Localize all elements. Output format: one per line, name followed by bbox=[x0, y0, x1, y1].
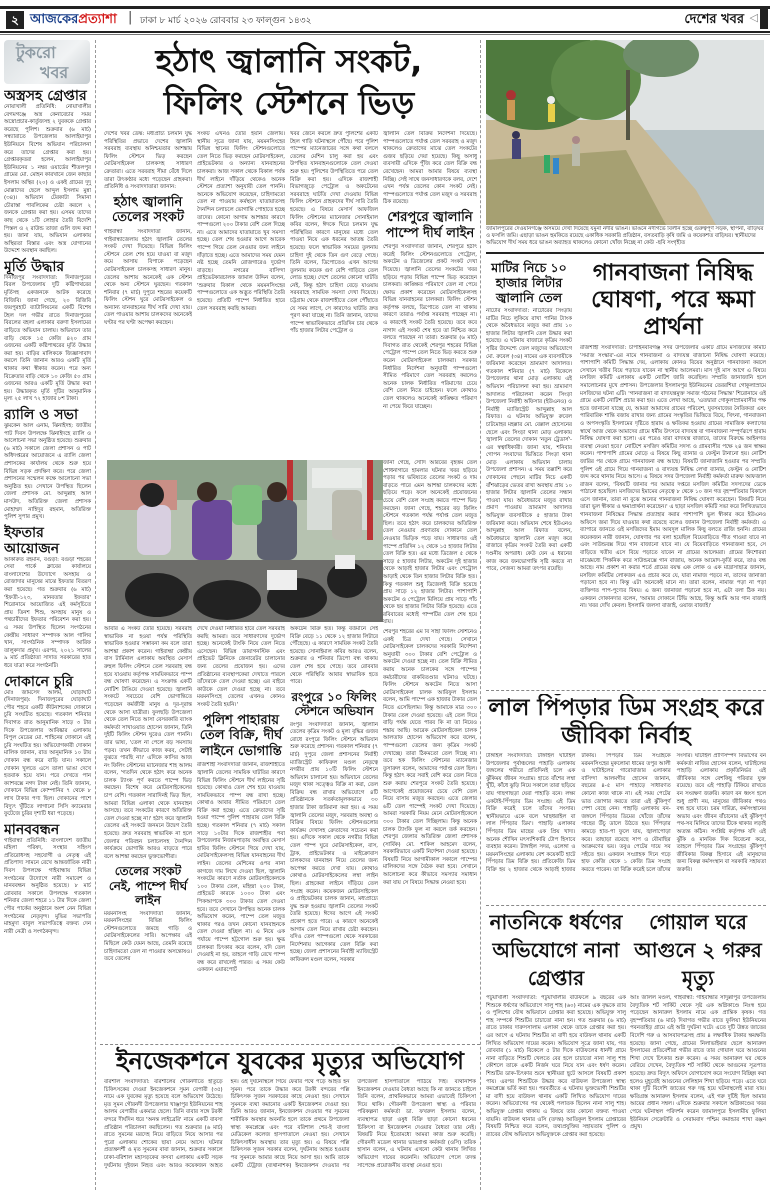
lead-col2 bbox=[197, 131, 285, 458]
ganbajna-headline[interactable]: গানবাজনা নিষিদ্ধ ঘোষণা, পরে ক্ষমা প্রার্থনা bbox=[591, 260, 755, 340]
column-divider bbox=[480, 40, 481, 1190]
brief-body: গাইবান্ধা প্রতিনিধি: বাংলাদেশ জাতীয় মহিলা পরিষদ, সংস্থার সহিংস প্রতিরোধসহ সহযোগী ও নেতৃত্ব এই প্রতিপাদ্য সামনে রেখে আন্তর্জাতিক নারী দিবস উপলক্ষে গাইবান্ধায় বিভিন্ন সংগঠনের উদ্যোগে নারী সমাবেশ ও মানববন্ধন অনুষ্ঠিত হয়েছে। ৮ মার্চ রোববার সকালে উপলক্ষে গতকাল শনিবার জেলা শহরে ১১ টার দিকে জেলা পৌর পার্কের অনুষ্ঠানে অংশ নেন বিভিন্ন সংগঠনের নেতৃবৃন্দ। মুভির সভাপতি মাহমুদা বাবুল সভাপতিত্বে বক্তব্য দেন নারী নেত্রী ও সংগঠকবৃন্দ। bbox=[4, 837, 91, 935]
rangpur-body: রংপুর সংবাদদাতা জানান, জ্বালানি তেলের কৃত্রিম সংকট ও মূল্য বৃদ্ধির গুজব রোধে রংপুরে ফিলিং স্টেশনে অভিযান শুরু করেছে প্রশাসন। গতকাল শনিবার (৭ মার্চ) দুপুরে জেলা প্রশাসনের নির্বাহী ম্যাজিস্ট্রেট কাফিরুল মণ্ডল নেতৃত্বে নগরীর প্রায় ১০টি ফিলিং স্টেশনে অভিযান চালানো হয়। অভিযানে তেলের মজুদ থাকা সত্ত্বেও বিক্রি না করা, তেল বিক্রিয় বন্ধ রাখার অভিযোগে ৪টি প্রতিষ্ঠানকে সতর্কতামূলকভাবে ৩০ হাজার টাকা জরিমানা করা হয়। এ সময় জ্বালানি তেলের মজুদ, সরবরাহ অবস্থা ও বিক্রির বিষয়ে ফিলিং স্টেশনগুলোর কার্যক্রম দেখাসহ ক্রেতাদের সচেতন করা হয়। এদিকে সকাল থেকে নগরীর বিভিন্ন তেল পাম্প ঘুরে মোটরসাইকেল, বাস, ট্রাক, প্রাইভেটকার ও মাইক্রোবাস চালকদের যানবাহন নিয়ে তেলের জন্য অপেক্ষা করতে দেখা যায়। কোথাও কোথাও মোটরসাইকেলের লম্বা লাইন ছিল। গ্রাহকেরা লাইনে দাঁড়িয়ে তেল সংগ্রহ করেন। কয়েকজন মোটরসাইকেল ও প্রাইভেটকার চালক জানান, মধ্যপ্রাচ্যে যুদ্ধ শুরু হওয়ায় জ্বালানি তেলের সংকট তৈরি হয়েছে। ঈদের আগে এই সংকট প্রকোপ হতে পারে। এ কারণে অনেকেই আগাম তেল নিয়ে রাখার চেষ্টা করছেন। যদিও তেল পাম্পগুলো থেকে সরকারের নির্দেশনায় আগেকার তেল বিক্রি করা হচ্ছে। জেলা প্রশাসনের নির্বাহী ম্যাজিস্ট্রেট কাফিরুল মণ্ডল বলেন, সরকার bbox=[290, 721, 378, 963]
lead-col2-text bbox=[197, 131, 285, 458]
sidebar-tukro-khobor bbox=[4, 40, 96, 1190]
rajshahi-body: রাজশাহী সংবাদদাতা জানান, রাজশাহীতে জ্বালানি তেলের সাময়িক ঘাটতির কারণে বিভিন্ন ফিলিং স্টেশনে দীর্ঘ লাইনের সৃষ্টি হয়েছে। কোথাও তেল শেষ হয়ে যাওয়ায় সাময়িকভাবে পাম্প বন্ধ রাখা হচ্ছে। কোথাও আবার সীমিত পরিমাণে তেল বিক্রি করা হচ্ছে। এতে ক্রেতাদের সৃষ্টি হওয়া পাম্পে পুলিশ পাহারায় তেল বিক্রি হচ্ছে। গতকাল শনিবার (৭ মার্চ) সকাল সাড়ে ১০টার দিকে রাজশাহীর পবা উপজেলার নিজামপাড়ায় অবস্থিত মেসার্স হাবিব ফিলিং স্টেশনে গিয়ে দেখা যায়, মোটরসাইকেলসহ বিভিন্ন যানবাহনের দীর্ঘ লাইন। তেলের মেশিনের ওপর নানা কাগজে দাম লিখে দেওয়া ছিল, জ্বালানি সংকটের কারণে নর্তাক মোটরসাইকেলকে ১০০ টাকার তেল, মহিন্দ্রা ২০০ টাকা, প্রাইভেট কারকে ১০০০ টাকা এবং পিকআপকে ৩০০ টাকার তেল দেওয়া হবে। তবে সেখানে উপস্থিত অনেক চালক অভিযোগ করেন, পাম্পে তেল মজুত থাকার পরও তখন কোনো যানবাহনকে তেল দেওয়া হচ্ছিল না। এ নিয়ে এক পর্যায়ে পাম্পে হট্টগোল শুরু হয়। ক্ষুব্ধ চালকরা চিৎকার করে বলেন, যদি তেল দেওয়াই না হয়, তাহলে গাড়ি রেখে পাম্প বন্ধ করে রাখলেই পারত। এ সময় কেউ একজন এয়ারপোর্ট bbox=[197, 762, 285, 974]
subhead-rangpur[interactable]: রংপুরে ১০ ফিলিং স্টেশনে অভিযান bbox=[291, 689, 377, 719]
subhead-sherpur[interactable]: শেরপুরে জ্বালানি পাম্পে দীর্ঘ লাইন bbox=[385, 209, 475, 241]
mymensingh-body: ময়মনসিংহ সংবাদদাতা জানান, ময়মনসিংহের বিভিন্ন ফিলিং স্টেশনগুলোতে জমছে গাড়ি ও মোটরসাইকেলের সারি। অপেক্ষার এই মিছিলে কেউ যেমন আছে, তেমনি রয়েছে চাহিদামতো তেল না পাওয়ার অসন্তোষও। তবে তেলের bbox=[104, 910, 192, 963]
lead-col4-intro: জ্বালানি তেল বিক্রির নির্দেশনা দিয়েছে। পাম্পগুলোতে পর্যাপ্ত তেল সরবরাহ ও মজুদ থাকলেও ক্রেতাদের মাঝে তেল সংকটের গুজব ছড়িয়ে দেয়া হয়েছে। কিছু অসাধু ব্যবসায়ী এদিকে পুঁজি করে তেল বিক্রি বন্ধ রেখেছেন। আমরা আমার বিষয়ে ব্যবস্থা নিচ্ছি। সেই সাথে জনসাধারণকে বলব, দেশে এখন পর্যন্ত তেলের কোন সংকট নেই। পাম্পগুলোতে পর্যাপ্ত তেল মজুদ ও সরবরাহ ঠিক রয়েছে। bbox=[383, 131, 477, 206]
lead-col2-cont: কোনো আগাম আশঙ্কার কারণে পাম্পগুলো ২০০ টাকার বেশি তেল দিচ্ছে না। এতে আমাদের যাতায়াতে খুব সমস্যা হচ্ছে। তেল শেষ হওয়ার আগে আরেক পাম্পে গিয়ে তেল নেওয়ার জন্য লাইনে দাঁড়াতে হচ্ছে। এতে আমাদের সময় যেমন নষ্ট হচ্ছে তেমনি রোজগারেও দুর্ভোগ বাড়ছে। নগরের বাসিন্দা প্রাইভেটকারচালক জামাল উদ্দিন বলেন, 'শুক্রবার বিকাল থেকে ময়মনসিংহের পাম্পগুলোতে এক অদ্ভুত পরিস্থিতি তৈরি হয়েছে। প্রতিটি পাম্পে নির্ধারিত হারে তেল সরবরাহ করছি আমরা। bbox=[197, 214, 285, 312]
lead-headline-line1: হঠাৎ জ্বালানি সংকট, bbox=[155, 42, 423, 80]
goyal-body: আঃ জলিল মণ্ডল, গাইবান্ধা: গাইবান্ধার সাদুল্লাপুর উপজেলায় বৈদ্যুতিক শর্ট সার্কিট থেকে সৃষ্ট এক অগ্নিকাণ্ডে নিঃস্ব হয়ে পড়েছেন আনারুল ইসলাম নামে এক প্রান্তিক কৃষক। গত বৃহস্পতিবার (৬ মার্চ) দিবাগত গভীর রাতে ফুলিয়া ইউনিয়নের পবনতাইড় গ্রামে এই অগ্নি দুর্ঘটনা ঘটে। এতে দুটি উন্নত জাতের বিদেশি গরু ও আসবাবপত্রসহ প্রায় ৪ লক্ষাধিক টাকার ক্ষয়ক্ষতি হয়েছে। জানা গেছে, গ্রামের নিলাভাইয়ার ছেলে আনারুল ইসলামের প্রতিবেশীরা গভীর রাতে তার গোয়াল ঘরে আগুনের শিখা দেখে চিৎকার শুরু করেন। এ সময় আনারুল ঘর থেকে বেরিয়ে দেখেন, বৈদ্যুতিক শর্ট সার্কিট থেকে আগুনের সূত্রপাত হয়েছে। দ্রুত বিদ্যুৎ অফিসে যোগাযোগ করে সংযোগ বিচ্ছিন্ন করা হলেও মুহূর্তেই আগুনের লেলিহান শিখা ছড়িয়ে পড়ে। এতে ঘরে থাকা দুটি বিদেশি জাতের গরু দগ্ধ হয়ে ঘটনাস্থলেই মারা যায়। ক্ষতিগ্রস্ত আনারুল ইসলাম বলেন, এই গরু দুটিই ছিল আমার আয়ের প্রধান সম্বল। এদিকে শুক্রবার সকালে অগ্নিকাণ্ডের খবর পেয়ে ঘটনাস্থল পরিদর্শন করেন জামালপুরে ইসলামীয় ফুলিয়া ইউনিয়ন সেক্রেটারি ও সেরামবাদ পশ্চিম কমান্ডার শাখা রঞ্জন প্রমুখ। bbox=[630, 995, 766, 1131]
injection-headline[interactable]: ইনজেকশনে যুবকের মৃত্যুর অভিযোগ bbox=[116, 1047, 464, 1075]
lower-col2 bbox=[197, 626, 285, 1040]
sherpur-body: শেরপুর সংবাদদাতা জানান, শেরপুরে হঠাৎ করেই ফিলিং স্টেশনগুলোতে পেট্রোল, অকটেন ও ডিজেলের প্রকট সংকট দেখা দিয়েছে। জ্বালানি তেলের সংকটের খবর ছড়িয়ে পড়ায় বিভিন্ন পাম্পে ভিড় করেছেন চালকরা। কাঙ্ক্ষিত পরিমাণে তেল না পেয়ে ক্ষোভ প্রকাশ করেছেন মোটরসাইকেলসহ বিভিন্ন যানবাহনের চালকরা। ফিলিং স্টেশন কর্তৃপক্ষ বলছে, ডিপোতে তেল না থাকায় কারণে তারাও পর্যাপ্ত সরবরাহ পাচ্ছেন না। এ কারণেই সংকট তৈরি হয়েছে। তবে কবে নাগাদ এই সংকট শেষ হবে তা নিশ্চিত করে বলতে পারছেন না তারা। শুক্রবার (৬ মার্চ) দিবাগত রাত থেকেই শেরপুর শহরের বিভিন্ন পেট্রোল পাম্পে তেল নিতে ভিড় করতে শুরু করেন মোটরসাইকেল চালকরা। সরকার নির্ধারিত নির্দেশনা অনুযায়ী পাম্পগুলো সীমিত পরিমাণে তেল সরবরাহ করলেও অনেক চালক নির্ধারিত পরিমাণের চেয়ে বেশি তেল নিতে চাইছেন। ফলে কোথাও তেল থাকলেও অনেকেই কাঙ্ক্ষিত পরিমাণ না পেয়ে ফিরে যাচ্ছেন। bbox=[383, 244, 477, 410]
lal-pipra-headline[interactable]: লাল পিঁপড়ার ডিম সংগ্রহ করে জীবিকা নির্বাহ bbox=[488, 695, 764, 749]
banner-line1: টুকরো bbox=[16, 43, 56, 62]
brief-title: অস্ত্রসহ গ্রেপ্তার bbox=[4, 88, 87, 104]
divider bbox=[100, 1044, 480, 1045]
lead-headline-line2: ফিলিং স্টেশনে ভিড় bbox=[163, 84, 415, 122]
lower-col4 bbox=[383, 460, 477, 1040]
subhead-gaibandha[interactable]: হঠাৎ জ্বালানি তেলের সংকট bbox=[112, 194, 184, 226]
lead-col3-text bbox=[290, 131, 378, 458]
natni-column bbox=[486, 908, 626, 1190]
mid-col2b: দেখে দেওয়া নির্ধারিত হারে তেল সরবরাহ করছি আমরা। তবে সাধারণদের দুর্ভোগ হচ্ছে। অনেকেই টাংকি নিয়ে তেল নিতে এসেছেন। বিভিন্ন ডায়াগনস্টিক এবং প্রাইভেট ক্লিনিকে জেনারেটর চালানোর জন্য তেলের প্রয়োজন হয়। এদের প্রতিষ্ঠানের ব্যবস্থাপকেরা দেখাতে পারলে তাঁদেরকে তেল দেওয়া হচ্ছে। এর বাইরে কাউকে তেল দেওয়া হচ্ছে না। তবে ময়মনসিংহে তেলের এখনও কোনও সংকট তৈরি হয়নি।' bbox=[197, 626, 285, 708]
brief-body: আকারুত রহমান, বগুড়া: বগুড়া শহরের সেবা পার্কে ক্লাবের কার্যালয়ে বাংলাদেশের উদ্যোগে অসহায় ও রোজাদার মানুষের মাঝে ইফতার বিতরণ করা হয়েছে। গত শুক্রবার (৬ মার্চ) 'ইফতী-১২৩, মানবতার ইফতার' শিরোনামে আয়োজিত এই কর্মসূচিতে প্রায় তিনশ শিশু, অসহায় মানুষ ও পথচারীদের ইফতার পরিবেশন করা হয়। এ সময় উপস্থিত ছিলেন সংগঠনের কেন্দ্রীয় সাধারণ সম্পাদক আল গালিব খান, সাংগঠনিক সম্পাদক আরিফ তালুকদার প্রমুখ। এরপর, ২০২১ সালের ৯ মার্চ প্রতিষ্ঠাতা সাদাত সরকারের হাত ধরে যাত্রা করে সংগঠনটি। bbox=[4, 556, 91, 669]
lead-col3 bbox=[290, 131, 378, 458]
photo-caption bbox=[486, 226, 764, 251]
mid-col3: অকটেন বিক্রি হত। কিন্তু বর্তমানে সেই বিক্রি বেড়ে ১১ থেকে ১২ হাজার লিটারে পৌঁছেছে। এ কারণে সাময়িক সংকট তৈরি হয়েছে। সোনাইমাল কবির আরও বলেন, শুক্রবার ও শনিবার ডিপো বন্ধ থাকায় তেল শেষ হয়ে গেছে। তবে রোববার থেকে পরিস্থিতি আবার স্বাভাবিক হতে পারে। bbox=[290, 626, 378, 686]
goyal-headline[interactable]: গোয়াল ঘরে আগুনে ২ গরুর মৃত্যু bbox=[634, 910, 762, 990]
lead-headline[interactable] bbox=[104, 40, 474, 128]
brief-item[interactable] bbox=[4, 822, 91, 937]
brief-item[interactable] bbox=[4, 407, 91, 522]
section-title: দেশের খবর bbox=[684, 12, 744, 27]
lead-col2-intro: সংকট এখনও তৈরি হয়নি জেলায়। স্থানীয় সূত্রে জানা যায়, ময়মনসিংহের বিভিন্ন স্থানের ফিলিং স্টেশনগুলোতে তেল নিতে ভিড় করছেন মোটরসাইকেল, প্রাইভেটকার ও অন্যান্য যানবাহনের চালকরা। আজ সকাল থেকে বিকাল পর্যন্ত দীর্ঘ লাইনে দাঁড়িয়ে থেকেও অনেক স্টেশনে প্রত্যাশা অনুযায়ী তেল পাননি। অনেকে অভিযোগ করেছেন, চাহিদামতো তেল না পাওয়ায় কর্মস্থলে যাতায়াতসহ দৈনন্দিন চলাচলে ভোগান্তি পোহাতে হচ্ছে তাদের। bbox=[197, 131, 285, 221]
lead-col3-intro: খবর জেনে করলে দ্রুত পুলিশের একটি টহল গাড়ি ঘটনাস্থলে পৌঁছে। পরে পুলিশ পাম্পের ম্যানেজারের সঙ্গে কথা বললে তেলের মেশিন চালু করা হয় এবং উপস্থিত যানবাহনগুলোকে তেল দেওয়া শুরু হয়। পুলিশের উপস্থিতিতে পরে তেল বিক্রি করা হয়। এদিকে রাজশাহী বিভাগজুড়ে পেট্রোল ও অকটেনের সরবরাহে ঘাটতি দেখা দেওয়ায় বিভিন্ন ফিলিং স্টেশনে গ্রাহকদের দীর্ঘ সারি তৈরি হয়েছে। bbox=[290, 131, 378, 213]
photo-illustration bbox=[107, 460, 383, 622]
header-bottom-thin-rule bbox=[0, 34, 770, 35]
sherpur-body-cont: জানা গেছে, সৌদি আরবের বৃহত্তম তেল শোধনাগারে হামলার ঘটনার খবর ছড়িয়ে পড়ার পর ভবিষ্যতে তেলের সংকট ও দাম বাড়তে পারে এমন আশঙ্কা চালকদের মধ্যে ছড়িয়ে পড়ে। ফলে অনেকেই প্রয়োজনের চেয়ে বেশি তেল সংগ্রহ করতে পাম্পে ভিড় করছেন। জানা গেছে, শহরের বড় ফিলিং স্টেশনে গতকাল পর্যন্ত পর্যাপ্ত তেল মজুত ছিল। তবে হঠাৎ করে চালকদের অতিরিক্ত তেল নেওয়ার প্রবণতায় দোকানে তেল নেওয়ার ভিড়িক পড়ে যায়। সাধারণত এই পাম্পে প্রতিদিন ১২ থেকে ১৫ হাজার লিটার তেল বিক্রি হত। এর মধ্যে ডিজেল ৫ থেকে সাড়ে ৫ হাজার লিটার, অকটেন দুই হাজার থেকে আড়াই হাজার লিটার এবং পেট্রোল আড়াই থেকে তিন হাজার লিটার বিক্রি হত। কিন্তু গতকাল শুধু ডিজেলই বিক্রি হয়েছে প্রায় সাড়ে ১২ হাজার লিটার। পাশাপাশি অকটেন ও পেট্রোল মিলিয়ে প্রায় সাড়ে পাঁচ থেকে ছয় হাজার লিটার বিক্রি হয়েছে। এতে রবিবারের মধ্যেই পাম্পটির তেল শেষ হয়ে যায়। bbox=[383, 460, 477, 626]
header-top-rule bbox=[0, 6, 770, 9]
lower-col1 bbox=[104, 626, 192, 1040]
brief-body: মোঃ জামসেদ আলম, ঘোড়াঘাট (দিনাজপুর): দিনাজপুরের ঘোড়াঘাট পৌর শহরে একটি কীটনাশকের দোকানে চুরি সংঘটিত হয়েছে। গতকাল শনিবার দিবাগত রাত আনুমানিক সাড়ে ৩ টার দিকে উপজেলার আবিষ্কার এলাকায় বিপুল মেডের মো. শাহিনের দোকানে এই চুরি সংঘটিত হয়। অভিযোগকারী দোকান মালিক জানান, রাত আনুমানিক ১০ টায় দোকান বন্ধ করে বাড়ি যান। সকালে দোকান খুলতে এসে তালা ভাঙা দেখে হতবাক হয়ে যান। পরে দেখতে পান ক্যাশবক্সে নগদ টাকা নেই। তিনি জানান, দোকানে বিভিন্ন কোম্পানির ৭ থেকে ৮ লাখ টাকার পণ্য ছিল। দোকানের পাশে বিদ্যুৎ খুঁটিতে লাগানো সিসি ক্যামেরার ফুটেজে চুরির দৃশ্যটি ধরা পড়েছে। bbox=[4, 689, 91, 818]
brief-item[interactable] bbox=[4, 674, 91, 819]
photo-credit: -ছবি সংগৃহীত bbox=[655, 240, 686, 247]
goyal-column bbox=[630, 908, 766, 1190]
lal-pipra-body: টাঙ্গাইল সংবাদদাতা: টাঙ্গাইল ঘাটাইল উপজেলার পূর্বাঞ্চলের পাহাড়ি এলাকায় জঙ্গলের গভীরে প্রতিদিনই চলে এক ঝুঁকিময় জীবন সংগ্রাম। হাতে বাঁশের লম্বা খুঁটি, কাঁধে ঝুড়ি নিয়ে সকালে তারা ছড়িয়ে যায় গাছগাছড়া ঘেরা পাহাড়ি বনে। লক্ষ্য একটাই-পিঁপড়ার ডিম সংগ্রহ। এই ডিম বিক্রি করেই চলে তাঁদের সংসার। স্থানীয়ভাবে একে বলে 'মাছধরাইল বা লাল পিঁপড়ার ডিম'। পাহাড়ি এলাকার পিঁপড়ার ডিম মাছের এক প্রিয় খাদ্য। অনেক শৌখিন মৎস্যশিকারি টোপ হিসাবে ব্যবহার করেন। টাঙ্গাইল সদর, এলেঙ্গা ও ময়মনসিংহের এলাকায় বেশ কয়েকটি হাটে পিঁপড়ার ডিম বিক্রি হয়। প্রতিকেজি ডিম বিক্রি হয় ২ হাজার থেকে আড়াই হাজার টাকায়। পিঁপড়ার ডিম সংগ্রহকে মরমনসিংহের মুকলোমা ধামের তপুর আলী ও ঘাটাইলের গারোবাজার এলাকার বাসিন্দা আলমগীর হোসেন জানান, বছরের ৪-৫ মাস পাহাড়ে সাধারণত কোনো কাজ থাকে না। এই সময় পেটের ভাত জোগার করতে তারা এই ঝুঁকিপূর্ণ পেশা বেছে নেন। পাহাড়ি এলাকায় বন-জঙ্গলে পিঁপড়ার ডিমের খোঁজে তাঁদের গাছের উঁচু ডালে উঠতে হয়। পিঁপড়ার কামড়ে হাত-পা ফুলে যায়, জ্বালাপোড়া করে। তাছাড়া রয়েছে সাপ ও বৌমাছির আক্রমণের ভয়। তবুও পেটের দায়ে সব সইতে হয়। একজন সংগ্রাহক দিনে গড়ে হাফ কেজি থেকে ১ কেজি ডিম সংগ্রহ করতে পারেন। তা বিক্রি করেই চলে তাঁদের সংসার। ঘাটাইল প্রাণিসম্পদ বিভাগের বন কর্মকর্তা নাজির হোসেন বলেন, ঘাটাইলের পাহাড়ি এলাকায় প্রকৃতিনির্ভর এই জীবিকার সঙ্গে বেশকিছু পরিবার যুক্ত রয়েছে। তবে এই পাহাড়ি টিকিয়ে রাখতে বন সংরক্ষণ জরুরি। কারণ বন ধ্বংস হলে শুধু প্রাণী নয়, মানুষের জীবিকার পথও বন্ধ হয়ে যাবে। চরম দারিদ্র্য, কর্মসংস্থানের অভাব এবং জীবন বাঁচানোর এই ঝুঁকিপূর্ণ পথ-সব মিলিয়ে তাদের টিকে থাকার লড়াই অত্যন্ত কঠিন। সংশ্লিষ্ট কর্তৃপক্ষ যদি এই ঝুঁকি ও মানবিক দিক বিবেচনা করে, তাহলে পিঁপড়ার ডিম সংগ্রহের ঝুঁকিপূর্ণ জীবিকার বিকল্প হিসাবে এই মানুষদের জন্য বিকল্প কর্মসংস্থান বা সরকারি সহায়তা জরুরি। bbox=[486, 753, 766, 873]
issue-date: ঢাকা ৮ মার্চ ২০২৬ রোববার ২৩ ফাল্গুন ১৪৩২ bbox=[140, 16, 312, 26]
gaibandha-body-cont: আবার এ সংকট তৈরি হয়েছে। সরবরাহ স্বাভাবিক না হওয়া পর্যন্ত পরিস্থিতি স্বাভাবিক হওয়ার সম্ভাবনা কম বলে তারা আশঙ্কা প্রকাশ করেন। গাইবান্ধা কেন্দ্রীয় বাস টার্মিনাল এলাকায় অবস্থিত মেসার্স রুহুল ফিলিং স্টেশনে তেল সরবরাহ বন্ধ হয়ে যাওয়ায় কর্তৃপক্ষ সাময়িকভাবে পাম্প বন্ধ ঘোষণা করেছেন। এ সংক্রান্ত একটি নোটিশ টাঙিয়ে দেওয়া হয়েছে। জ্বালানি সংকটে সবচেয়ে বেশি ভোগান্তিতে পড়েছেন কর্মজীবী মানুষ ও দূর-দূরান্ত থেকে আসা যাত্রীরা। ফুলছড়ি উপজেলা থেকে তেল নিতে আসা বেসরকারি ব্যাংক কর্মকর্তা সাখাওয়াত হোসেন জানান, তিনি দুইটি ফিলিং স্টেশন ঘুরেও তেল পাননি। তার ভাষ্য, 'তেল না পেলে বড় সমস্যায় পড়ব। তখন কীভাবে কাজ করব, সেটাই বুঝতে পারছি না।' এদিকে কাসির আজ নং ফিলিং স্টেশনের ম্যানেজার শাহ আলম বলেন, 'গতদিন থেকে হঠাৎ করে অনেক চালক ট্যাংক পূর্ণ করতে পাম্পে ভিড় করছেন। বিশেষ করে মোটরসাইকেলের চাপ বেশি। গতকাল সারাদিনই ভিড় ছিল, আমরা বিভিন্ন এলাকা থেকে যানবাহন আসছে। তবে সংকটের কারণে অতিরিক্ত তেল দেওয়া হচ্ছে না।' হঠাৎ করে জ্বালানি তেলের এই সংকটে জনমনে উদ্বেগ তৈরি হয়েছে। দ্রুত সরবরাহ স্বাভাবিক না হলে জেলার পরিবহন চলাচলসহ দৈনন্দিন কার্যক্রমে ভোগান্তি আরও বাড়তে পারে বলে আশঙ্কা করছেন ভুক্তভোগীরা। bbox=[104, 626, 192, 860]
header-separator: | bbox=[128, 10, 133, 25]
natni-body: পটুয়াখালী সংবাদদাতা: পটুয়াখালীর বাউফলে ৯ বছরের এক শিশুকে ধর্ষণের অভিযোগে সালু শাহ (৬০) নামের এক বৃদ্ধকে র‍্যাব ও পুলিশের যৌথ অভিযানে গ্রেপ্তার করা হয়েছে। অভিযুক্ত সালু শাহ সম্পর্কে শিশুটির চাচাতো নানা হন। গত শুক্রবার (৬ মার্চ) রাতে ঢাকার দারুসসালাম এলাকা থেকে তাকে গ্রেপ্তার করা হয়। এর আগে এ ঘটনায় শিশুটির মা বাদী হয়ে বাউফল থানায় একটি লিখিত অভিযোগ দায়ের করেন। অভিযোগ সূত্রে জানা যায়, গত রোববার (১ মার্চ) বিকেলে ৫ টার দিকে বাউফলের ধানদী গ্রামে নানা বাড়িতে শিশুটি খেলতে বের হলে চাচাতো নানা সালু শাহ কৌশলে তাকে একটি নির্জন ঘরে নিয়ে যান এবং ধর্ষণ করেন। শিশুটির ডাক-চিৎকার শুনে স্থানীয়রা ছুটে আসলে বিষয়টি প্রকাশ পায়। এরপর শিশুটিকে উদ্ধার করে বাউফল উপজেলা স্বাস্থ্য কমপ্লেক্সে ভর্তি করা হয়। পরবর্তীতে এ ঘটনায় ভুক্তভোগী শিশুটির মা বাদী হয়ে বাউফল থানায় একটি লিখিত অভিযোগ দায়ের করেন। অভিযোগের পর থেকেই পলাতক ছিলেন নানা সালু শাহ। অভিযুক্ত গ্রেপ্তার থাকায় এ বিষয়ে তার কোনো বক্তব্য পাওয়া যায়নি। বাউফল থানার ওসি (তদন্ত) আতিকুল ইসলাম গ্রেপ্তারের বিষয়টি নিশ্চিত করে বলেন, তথ্যপ্রযুক্তির সহায়তায় পুলিশ ও র‍্যাবের যৌথ অভিযানে অভিযুক্তকে গ্রেপ্তার করা হয়েছে। bbox=[486, 995, 626, 1138]
natore-top-text: এ বিষয়ে মেসার্স আফজিল ফিলিং স্টেশনের ম্যানেজার সোনাইমাল কবির বলেন, ঈদকে ঘিরে চলমান যুদ্ধ পরিস্থিতির কারণে মানুষের মধ্যে তেল পাওয়া নিয়ে এক ধরনের আতঙ্ক তৈরি হয়েছে। ফলে স্বাভাবিক সময়ের তুলনায় চাহিদা দুই থেকে তিন গুণ বেড়ে গেছে। তিনি বলেন, ডিপোতেও এখন আগের তুলনায় কয়েক গুণ বেশি গাড়িতে তেল লোড হচ্ছে। দেশে তেলের কোনো ঘাটতি নেই, কিন্তু হঠাৎ চাহিদা বেড়ে যাওয়ায় সরবরাহে সাময়িক সমস্যা দেখা দিয়েছে। চট্টগ্রাম থেকে রাজশাহীতে তেল পৌঁছাতে যে সময় লাগে, সে কারণেও ঘাটতি দ্রুত পূরণ করা যাচ্ছে না। তিনি জানান, তাদের পাম্পে স্বাভাবিকভাবে প্রতিদিন চার থেকে পাঁচ হাজার লিটার পেট্রোল ও bbox=[290, 206, 378, 335]
logo-text-part1: আজকের bbox=[30, 12, 79, 27]
brief-title: দোকানে চুরি bbox=[4, 673, 74, 690]
lower-col3 bbox=[290, 626, 378, 1040]
banner-line2: খবর bbox=[40, 63, 69, 82]
lead-col1 bbox=[104, 131, 192, 458]
subhead-rajshahi[interactable]: পুলিশ পাহারায় তেল বিক্রি, দীর্ঘ লাইনে ভোগান্তি bbox=[199, 712, 283, 759]
brief-title: মানববন্ধন bbox=[4, 821, 60, 838]
brief-item[interactable] bbox=[4, 88, 91, 256]
lal-pipra-column bbox=[486, 694, 766, 902]
section-marker bbox=[760, 9, 768, 29]
brief-body: দিনাজপুর সংবাদদাতা: দিনাজপুরের বিরল উপজেলায় দুটি কষ্টিপাথরের মূর্তিসহ একজনকে আটক করেছে বিজিবি। জানা গেছে, ২০ বিজিবি জয়পুরহাট ব্যাটালিয়নের একটি বিশেষ টহল দল গভীর রাতে দিনাজপুরের বিরলের বহলা এলাকার বরুণা ইসলামের বাড়িতে অভিযান চালায়। অভিযানে তার বাড়ি থেকে ১৫ কেজি ৪২০ গ্রাম ওজনের একটি কষ্টিপাথরের মূর্তি উদ্ধার করা হয়। বাড়ির মালিককে জিজ্ঞাসাবাদ করলে তিনি জানান আরও একটি মূর্তি থাকার কথা স্বীকার করেন। পরে অন্য বিক্রেতার বাড়ি থেকে ১০ কেজি ৫০ গ্রাম ওজনের আরও একটি মূর্তি উদ্ধার করা হয়। উদ্ধারকৃত মূর্তি দুটির আনুমানিক মূল্য ২৫ লাখ ৭২ হাজার ৮শ টাকা। bbox=[4, 274, 91, 403]
photo-illustration bbox=[486, 40, 764, 225]
brief-title: র‍্যালি ও সভা bbox=[4, 406, 79, 423]
natore-body: নাটোর সংবাদদাতা: নাটোরের সিংড়ায় মাটির নিচে লুকিয়ে রাখা পানির ট্যাংক থেকে অবৈধভাবে মজুত করা প্রায় ১০ হাজার লিটার জ্বালানি তেল উদ্ধার করা হয়েছে। এ ঘটনায় বাজারে কৃত্রিম সংকট সৃষ্টির উদ্দেশ্যে তেল মজুদের অভিযোগে মো. রুবেল (৩৪) নামের এক ব্যবসায়ীকে জরিমানা করেছেন ভ্রাম্যমাণ আদালত। গতকাল শনিবার (৭ মার্চ) বিকেলে উপজেলার থানা মোড় এলাকায় এই অভিযান পরিচালনা করা হয়। ভ্রাম্যমাণ আদালত পরিচালনা করেন সিংড়া উপজেলা নির্বাহী অফিসার (ইউএনও) ও নির্বাহী ম্যাজিস্ট্রেট আব্দুল্লাহ আল রিফাত। এ ঘটনায় অভিযুক্ত রুবেল চাটমোহর মহল্লার মো. বেল্লাল হোসেনের ছেলে এবং সিংড়া থানা মোড় এলাকায় জ্বালানি তেলের দোকান 'নতুন ট্রেডার্স'-এর স্বত্বাধিকারী। জানা যায়, শনিবার গোপন সংবাদের ভিত্তিতে সিংড়া থানা মোড় এলাকায় অভিযান চালায় উপজেলা প্রশাসন। এ সময় তল্লাশি করে দোকানের পেছনে মাটির নিচে একটি বাঁশঝাড়ের ভেতর রাখা অবস্থায় প্রায় ১০ হাজার লিটার জ্বালানি তেলের সন্ধান পাওয়া যায়। অবৈধভাবে মজুত রাখার প্রমাণ পাওয়ায় ভ্রাম্যমাণ আদালত অভিযুক্ত ব্যবসায়ীকে ৫ হাজার টাকা জরিমানা করে। অভিযান শেষে ইউএনও আব্দুল্লাহ আল রিফাত বলেন, অবৈধভাবে জ্বালানি তেল মজুদ করে বাজারে কৃত্রিম সংকট তৈরি করা একটি দণ্ডনীয় অপরাধ। কেউ যেন এ ধরনের কাজ করে জনভোগান্তি সৃষ্টি করতে না পারে, সেজন্য আমরা তৎপর রয়েছি। bbox=[486, 308, 572, 573]
subhead-natore[interactable]: মাটির নিচে ১০ হাজার লিটার জ্বালানি তেল bbox=[491, 260, 567, 305]
brief-body: নোয়াখালী প্রতিনিধি: নোয়াখালীর বেগমগঞ্জে অস্ত্র কেনাবেচার সময় অস্ত্রোপ্রচার-কার্তুজসহ ২ যুবককে গ্রেপ্তার করেছে পুলিশ। শুক্রবার (৬ মার্চ) সন্ধ্যারাতে উপজেলার আলাইয়াপুর ইউনিয়নে বিশেষ অভিযান পরিচালনা করে তাদের গ্রেপ্তার করা হয়। গ্রেপ্তারকৃতরা হলেন, আলাইয়াপুর ইউনিয়নের ১ নম্বর ওয়ার্ডের শীতলপুর গ্রামের মো. মোহন কারখানে জেন কাছার ইসলাম অস্থির (২০) ও একই গ্রামের দুদু মোল্লাদের ছেলে আব্দুল ইসলাম মুন্না (৩৪)। অভিযান টেরকাটা সিমানা চৌরাস্তা পাবলিকের চেষ্টা করলে ২ জনকে গ্রেপ্তার করা হয়। এসময় তাদের কাছ থেকে ১টি লোহার তৈরি বিদেশি পিস্তল ও ২ রাউন্ড তাজা গুলি জব্দ করা হয়। জানা যায়, অভিযান এলাকায় অস্থিরতা বিস্তার এবং অস্ত্র যোগানের উদ্দেশে অবস্থান করছিল। bbox=[4, 104, 91, 255]
page-header bbox=[0, 0, 770, 36]
natore-column bbox=[486, 257, 572, 687]
injection-body: বরিশাল সংবাদদাতা: বরিশালের গৌরনদীতে হাতুড়ে চিকিৎসকের দেওয়া ইনজেকশনে সুমন বেপারী (৩৫) নামে এক যুবকের মৃত্যু হয়েছে বলে অভিযোগ উঠেছে। মৃত সুমন গৌরনদী উপজেলার খাঞ্জাপুর ইউনিয়নের শাহ আলম বেপারীর একমাত্র ছেলে। তিনি বাবার সঙ্গে টরকী বন্দরে দীর্ঘদিন ধরে 'অনন্ত লাইব্রেরি' নামে একটি বাবসা প্রতিষ্ঠান পরিচালনা করছিলেন। গত শুক্রবার (৬ মার্চ) রাতে সুমনের মরদেহ নিয়ে বাড়িতে নিয়ে আসার পর পুরো এলাকায় শোকের ছায়া নেমে আসে। ঘটনার প্রত্যক্ষদর্শী ও মৃত সুমনের বাবা জানান, শুক্রবার সকালে ঢাকা-বরিশাল মহাসড়কের কসবা এলাকায় একটি সড়ক দুর্ঘটনায় দুইজন নিহত এবং আরও কয়েকজন আহত হন। ওই দুর্ঘটনাস্থলে গিয়ে ফেরার পথে পড়ে আহত হন সুমন। পরে তাকে উদ্ধার করে টরকী বন্দরের পল্লি চিকিৎসক সুজন সরকারের কাছে নেওয়া হয়। সেখানে সুমনকে ব্যথা কমানোর একটি ইনজেকশন দেওয়া হয়। তিনি আরও জানান, ইনজেকশন দেওয়ার পর সুমনের শারীরিক অবস্থার অবনতি হলে তাকে প্রথমে উপজেলা স্বাস্থ্য কমপ্লেক্সে এবং পরে বরিশাল শের-ই বাংলা মেডিকেল কলেজ হাসপাতালে নেওয়া হয়। সেখানে চিকিৎসাধীন অবস্থায় তার মৃত্যু হয়। এ বিষয়ে পল্লি চিকিৎসক সুজন সরকার বলেন, দুর্ঘটনায় আহত হওয়ার পর সুমনকে আমার কাছে নিয়ে আসা হয়। আমি তাকে একটি টেট্রাজ (ব্যথানাশক) ইনজেকশন দেওয়ার পর উপজেলা হাসপাতালে পাঠিয়ে দিই। ব্যথানাশক ইনজেকশন দেওয়ার বৈধতা আছে কি না জানতে চাইলে তিনি বলেন, প্রাথমিকভাবে আমরা এভাবেই চিকিৎসা দিয়ে থাকি। গৌরনদী উপজেলা স্বাস্থ্য ও পরিবার পরিকল্পনা কর্মকর্তা ডা. ফখরুল ইসলাম বলেন, ব্যবস্থাপত্র ছাড়া ওষুধ বিক্রি ছাড়া কোনো ধরনের চিকিৎসা বা ইনজেকশন দেওয়ার বৈধতা তার নেই। বিষয়টি নিয়ে ইতোমধ্যে আমরা কাজ শুরু করেছি। গৌরনদী মডেল থানার ভারপ্রাপ্ত কর্মকর্তা (ওসি) তরিক হাসান বলেন, এ ঘটনায় এখনো কেউ থানায় লিখিত অভিযোগ দায়ের করেননি। অভিযোগ পেলে তদন্ত সাপেক্ষে প্রয়োজনীয় ব্যবস্থা নেওয়া হবে। bbox=[104, 1079, 476, 1169]
divider bbox=[486, 690, 766, 691]
ganbajna-body: রাজশাহী সংবাদদাতা: চাঁপাইনবাবগঞ্জ সদর উপজেলার একটি গ্রামে মসজিদের কমিটি 'সমাজ সংস্কার'-এর নামে গানবাজনা ও বাদ্যযন্ত্র বাজানো নিষিদ্ধ ঘোষণা করেছে। পাশাপাশি কমিটি সিদ্ধান্ত দেয়, এলাকায় কোনও বিয়ের অনুষ্ঠানে গানবাজনা করলে সেখানে খতীব বিয়ে পড়াতে যাবেন না স্থানীয় আলেমরা। মাস দুই মাস আগে এ বিষয়ে মসজিদ কমিটি এলাকায় একটি নোটিশ জারি করেছিল। সম্প্রতি জানাজানি হলে সমালোচনার মুখে প্রশাসন। উপজেলার ইসলামপুর ইউনিয়নের তেররশিয়া গোকুলাস্রামে মসজিদের ঘটনা এটি। 'গানবাজনা বা বাদ্যযন্ত্রমুক্ত সমাজ গঠনের সিদ্ধান্ত' শিরোনামে ওই গ্রামে একটি নোটিশ প্রচার করা হয়। এতে লেখা আছে, 'এতদ্বারা গোকুলাস্রামবাসীর পক্ষ হতে জানানো যাচ্ছে যে, আমরা আমাদের গ্রামের পরিবেশ, যুবসমাজের নৈতিকতা এবং পারিবারিক শান্তি বজায় রাখার জন্য গ্রামের সংস্কৃতির ভিত্তিতে বিয়ে, খিৎনা, গানবাজনা ও অপসংস্কৃতি ইসলামের দৃষ্টিতে হারাম ও ক্ষতিকর হওয়ায় গ্রামের সামাজিক কল্যাণের স্বার্থে আজ থেকে আমাদের গ্রামে ধর্মীয় উৎসবে বাদ্যযন্ত্র বা গানবাজনা সম্পূর্ণরূপে হারাম নিষিদ্ধ ঘোষণা করা হলো। এর পরেও যারা বাদ্যযন্ত্র বাজাবে, তাদের বিরুদ্ধে আইনগত ব্যবস্থা নেওয়া হবে।' নোটিশে মসজিদ কমিটির সদস্য ও গ্রামবাসীর পক্ষে ২৪ জন স্বাক্ষর করেন। পাশাপাশি গ্রামের মোড়ে এ বিষয়ে কিছু ব্যানার ও ফেস্টুন টানানো হয়। নোটিশ জারির পর থেকে গ্রামে গানবাজনা বন্ধ আছে। বিষয়টি জানাজানি হওয়ার পর সম্প্রতি পুলিশ ওই গ্রামে গিয়ে গানবাজনা ও বাদ্যযন্ত্র নিষিদ্ধ লেখা ব্যানার, ফেস্টুন ও নোটিশ জব্দ করে থানায় নিয়ে আসে। এ বিষয়ে সদর উপজেলা নির্বাহী কর্মকর্তা মারুফ আফজাল রাজন বলেন, 'বিষয়টি জানার পর আমার দপ্তরে মসজিদ কমিটির সদস্যদের ডেকে পাঠানো হয়েছিল। মসজিদের ইমামের নেতৃত্বে ৮ থেকে ১০ জন গত বৃহস্পতিবার বিকালে এসে জানান, তারা না বুঝে অন্যের গানবাজনা নিষিদ্ধ ঘোষণা করেছেন। বিষয়টি নিয়ে তারা ভুল স্বীকার ও ক্ষমাপ্রার্থনা করেছেন।' এ ছাড়া মসজিদ কমিটি সভা করে লিখিতভাবে গানবাজনা নিষিদ্ধের সিদ্ধান্ত প্রত্যাহার করার পাশাপাশি ভুল স্বীকার করে ইউএনও অফিসে জমা দিয়ে যাওয়ার কথা রয়েছে বলেও জানান উপজেলা নির্বাহী কর্মকর্তা। এ ব্যাপারে জানতে ওই মসজিদের ইমাম আবদুল মালিক কিছু বলতে রাজি হননি। গ্রামের কয়েকজন নারী জানান, ঘোষণার পর বলা হয়েছিল বিয়েবাড়িতে গীত গাওয়া যাবে না এবং সাউন্ডবক্স দিয়ে গান বাজানো যাবে না। যে বিয়েবাড়িতে গানবাজনা হবে, সে বাড়িতে খতীব এসে বিয়ে পড়াতে যাবেন না গ্রামের আলেমরা। গ্রামের কিশোররা মাঝেমধ্যে পিকনিক করে সাউন্ডবক্সে গান বাজায়, অনেক আমোদ-ফূর্তি করে, তাও বন্ধ আছে। নাম প্রকাশ না করার শর্তে গ্রামের বয়স্ক এক লোক ও এক মাদ্রাসাছাত্র জানান, মসজিদ কমিটির লোকজন এও প্রচার করে যে, যারা নামাজ পড়বে না, তাদের জানাজা পড়ানো হবে না। কিন্তু এটা অনেকেই মানে না। তারা বলেন, নামাজ পড়া না পড়া ব্যক্তিগত পাপ-পুণ্যের বিষয়। এ জন্য জানাজা পড়ানো হবে না, এটা বলা ঠিক নয়। একজন দোকানদার বলেন, 'আমার দোকানে টিভি আছে, কিন্তু আমি আর গান বাজাই না। খবর দেখি কেবল। ইসলামি জলসা বাজাই, ওয়াজ বাজাই।' bbox=[580, 345, 766, 610]
injection-column bbox=[104, 1046, 476, 1190]
subhead-mymensingh[interactable]: তেলের সংকট নেই, পাম্পে দীর্ঘ লাইন bbox=[108, 864, 188, 908]
lead-col1-intro: দেশের খবর ডেস্ক: মধ্যপ্রাচ্য চলমান যুদ্ধ পরিস্থিতির প্রভাবে দেশের জ্বালানি সরবরাহ ব্যবস্থায় অনিশ্চয়তার আশঙ্কায় ফিলিং স্টেশনে ভিড় করছেন মোটরসাইকেল চালকসহ সাধারণ ক্রেতারা। এতে সরবরাহ সীমা বেঁধে দিলে তারা উৎকণ্ঠার মধ্যে পড়েছেন গ্রাহকরা। প্রতিনিধি ও সংবাদদাতারা জানান: bbox=[104, 131, 192, 191]
header-bottom-rule bbox=[0, 31, 770, 33]
brief-item[interactable] bbox=[4, 525, 91, 671]
newspaper-logo[interactable] bbox=[30, 10, 117, 31]
sherpur-body-cont2: শেরপুর শহরের এম বি সাহা ফিলিং স্টেশনেও একই চিত্র দেখা গেছে। সেখানে মোটরসাইকেল চালকদের সরকারি নির্দেশনা অনুযায়ী ৩০০ টাকার বেশি পেট্রোল ও অকটেন দেওয়া হচ্ছে না। তেল বিক্রি সীমিত করায় অনেক চালকের সঙ্গে পাম্পের কর্মচারীদের বাকবিতণ্ডার ঘটনাও ঘটছে। ফিলিং স্টেশনে অকটেন নিতে আসা মোটরসাইকেল চালক আরিফুল ইসলাম বলেন, আমি পাম্পে এক হাজার টাকার তেল নিতে এসেছিলাম। কিন্তু আমাকে মাত্র ৩০০ টাকার তেল দেওয়া হয়েছে। এই তেল দিয়ে বাড়ি পর্যন্ত যেতে পারব কি না তা নিয়েও শঙ্কায় আছি। আরেক মোটরসাইকেল চালক আলতাফ হোসেন অভিযোগ করে বলেন, পাম্পগুলো তেলের জন্য কৃত্রিম সংকট দেখাচ্ছে। তারা ঠিকমতো তেল দিচ্ছে না। তবে হক ফিলিং স্টেশনের ম্যানেজার তুসারুল বলেন, আমাদের পর্যাপ্ত তেল ছিল। কিন্তু হঠাৎ করে সবাই বেশি করে তেল নিতে শুরু করায় শেরপুরে সংকট তৈরি হয়েছে। আগেকেই প্রয়োজনের চেয়ে বেশি তেল নিয়ে বাসায় মজুত করছেন। এতে জেলার ৬টি তেল পাম্পেই সংকট দেখা দিয়েছে। আমরা সরকারি নিয়ম মেনে মোটরসাইকেলে ৩০০ টাকার তেল দিচ্ছিলাম। কিন্তু অনেক চালক ট্যাংকি ফুল না করলে তর্ক করছেন। শেরপুর জেলার অতিরিক্ত জেলা প্রশাসক (সার্বিক) মো. শাকিল আহমেদ বলেন, সরকারিভাবে একটি নির্দেশনা দেওয়া হয়েছে। বিষয়টি নিয়ে আগামীকাল সকালে পাম্পের মালিকদের সঙ্গে বৈঠক করা হবে। সেখানে আলোচনা করে কীভাবে সমস্যার সমাধান করা যায় সে বিষয়ে সিদ্ধান্ত নেওয়া হবে। bbox=[383, 629, 477, 886]
natni-headline[interactable]: নাতনিকে ধর্ষণের অভিযোগে নানা গ্রেপ্তার bbox=[489, 910, 623, 990]
gaibandha-body: গাইবান্ধা সংবাদদাতা জানান, গাইবান্ধাজেলায় হঠাৎ জ্বালানি তেলের সংকট দেখা দিয়েছে। বিভিন্ন ফিলিং স্টেশনে তেল শেষ হয়ে যাওয়া বা মজুদ কমে আসায় বিপাকে পড়েছেন মোটরসাইকেল চালকসহ সাধারণ মানুষ। তেলের আশায় অনেকেই এক স্টেশন থেকে অন্য স্টেশনে ঘুরছেন। গতকাল শনিবার (৭ মার্চ) দুপুরে শহরের কয়েকটি ফিলিং স্টেশন ঘুরে মোটরসাইকেল ও অন্যান্য যানবাহনের দীর্ঘ সারি দেখা যায়। তেল পাওয়ার আশায় চালকদের অনেকেই ঘণ্টার পর ঘণ্টা অপেক্ষা করছেন। bbox=[104, 228, 192, 327]
divider bbox=[486, 905, 766, 906]
brief-body: ঝুমকেন আল এনাম, ঝিনাইদহ: জাতীয় পাট দিবস উপলক্ষে ঝিনাইদহে র‍্যালি ও আলোচনা সভা অনুষ্ঠিত হয়েছে। শুক্রবার (৬ মার্চ) সকালে জেলা প্রশাসন ও পাট অধিদপ্তরের আয়োজনে এ র‍্যালি জেলা প্রশাসকের কার্যালয় থেকে শুরু হয়ে বিভিন্ন সড়ক প্রদক্ষিণ করে। পরে জেলা প্রশাসনের সম্মেলন কক্ষে আলোচনা সভা অনুষ্ঠিত হয়। সেখানে উপস্থিত ছিলেন জেলা প্রশাসক মো. আব্দুল্লাহ আল মাসউদ, অতিরিক্ত জেলা প্রশাসক মোহাম্মদ নাহিদুর রহমান, অতিরিক্ত পুলিশ সুপার প্রমুখ। bbox=[4, 422, 91, 521]
brief-item[interactable] bbox=[4, 259, 91, 404]
tukro-khobor-banner bbox=[4, 40, 90, 84]
brief-title: ইফতার আয়োজন bbox=[4, 524, 60, 557]
river-erosion-photo bbox=[486, 40, 764, 225]
divider bbox=[486, 252, 764, 254]
arrow-left-icon: ◁ bbox=[749, 11, 758, 24]
logo-text-part2: প্রত্যাশা bbox=[78, 12, 117, 27]
photo-caption-text: জামালপুরের দেওয়ানগঞ্জে অসময়ে দেখা দিয়েছে যমুনা নদীর ভাঙন। ভাঙনে নদীগর্ভে বিলীন হচ্ছে গুরুত্বপূর্ণ সড়ক, স্থাপনা, বাড়িঘর ও ফসলি জমি। এছাড়া ভাঙন হুমকিতে রয়েছে একাধিক সরকারি প্রতিষ্ঠান, বসতবাড়ি কৃষি জমি ও কয়েকশত বাড়িঘর। স্থানীয়দের অভিযোগ দীর্ঘ সময় ধরে ভাঙন অব্যাহত থাকলেও কোনো খোঁজ নিচ্ছে না কেউ bbox=[486, 226, 764, 247]
brief-title: মূর্তি উদ্ধার bbox=[4, 258, 65, 275]
fuel-station-queue-photo bbox=[107, 460, 383, 622]
lead-col4 bbox=[383, 131, 477, 458]
ganbajna-column bbox=[580, 258, 766, 687]
page-number: ২ bbox=[6, 11, 24, 29]
